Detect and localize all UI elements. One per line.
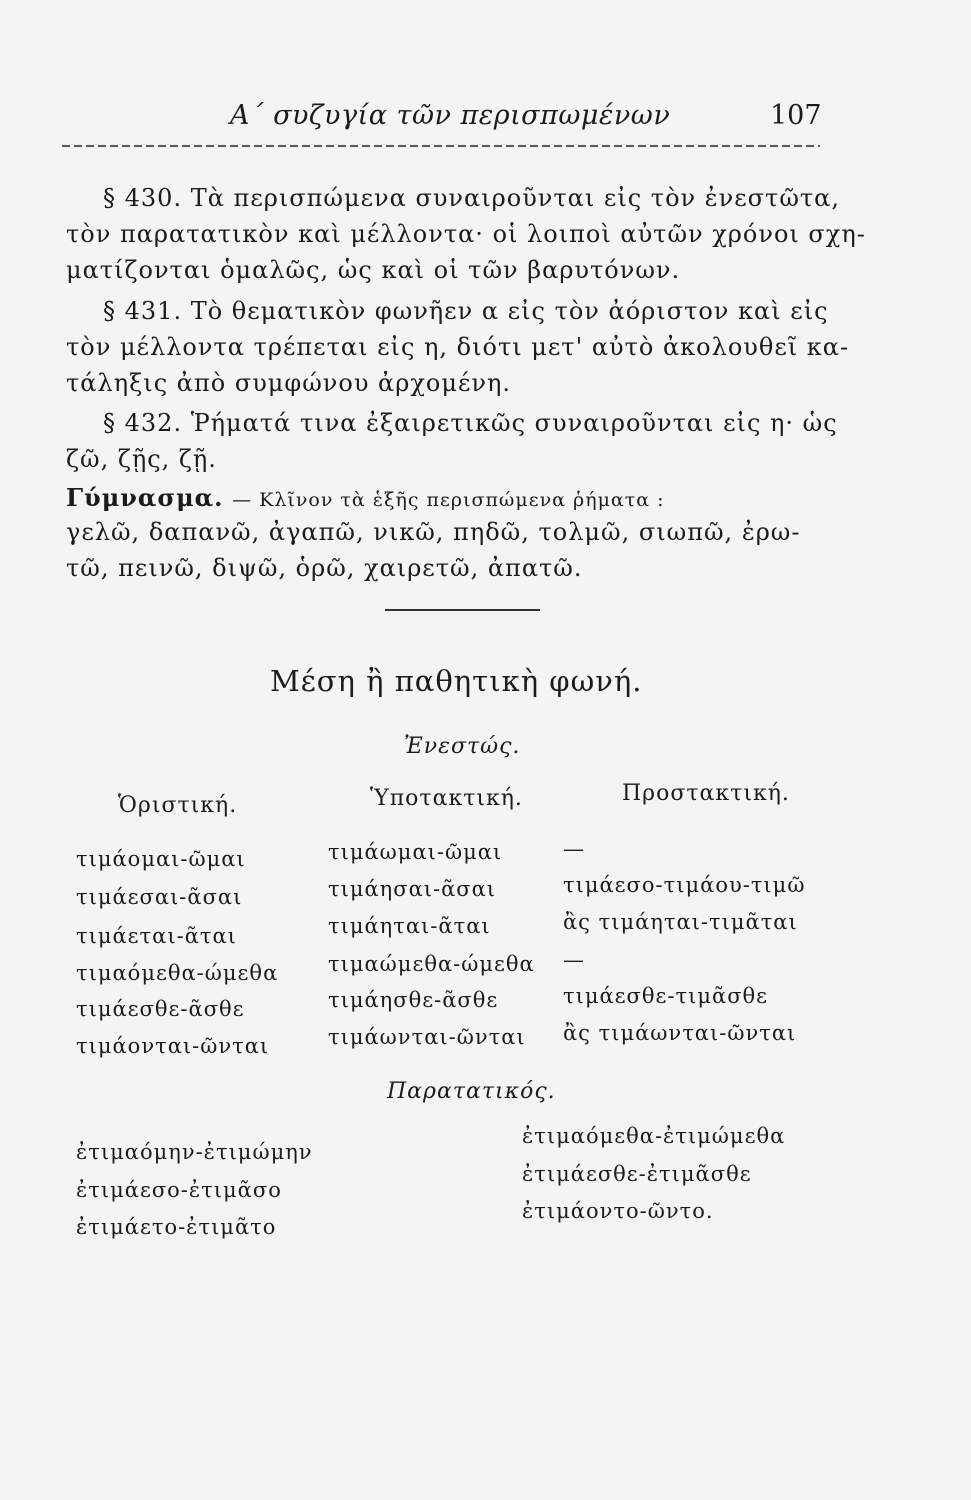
conjugation-form: τιμάεσο-τιμάου-τιμῶ [563, 873, 806, 897]
running-title: Α΄ συζυγία τῶν περισπωμένων [230, 100, 671, 131]
conjugation-form: ἐτιμάεσο-ἐτιμᾶσο [76, 1178, 282, 1202]
conjugation-form: τιμάομαι-ῶμαι [76, 847, 246, 871]
column-header-indicative: Ὁριστική. [118, 793, 238, 818]
conjugation-form: τιμάονται-ῶνται [76, 1034, 270, 1058]
exercise-label: Γύμνασμα. [66, 483, 224, 512]
conjugation-form: ἂς τιμάωνται-ῶνται [563, 1021, 797, 1045]
exercise-instruction: — Κλῖνον τὰ ἑξῆς περισπώμενα ῥήματα : [232, 489, 665, 511]
conjugation-form: τιμάεσαι-ᾶσαι [76, 885, 243, 909]
paragraph-line: § 431. Τὸ θεματικὸν φωνῆεν α εἰς τὸν ἀόριστον καὶ εἰς [103, 297, 829, 325]
header-rule [62, 145, 820, 147]
conjugation-form: ἐτιμαόμην-ἐτιμώμην [76, 1140, 313, 1164]
section-divider [385, 609, 540, 611]
paragraph-line: § 432. Ῥήματά τινα ἐξαιρετικῶς συναιροῦνται εἰς η· ὡς [103, 409, 838, 437]
conjugation-form: τιμάεσθε-τιμᾶσθε [563, 984, 769, 1008]
paragraph-line: τάληξις ἀπὸ συμφώνου ἀρχομένη. [66, 369, 511, 397]
conjugation-form: τιμάησαι-ᾶσαι [328, 877, 497, 901]
conjugation-form: ἐτιμαόμεθα-ἐτιμώμεθα [522, 1124, 786, 1148]
conjugation-form: ἐτιμάετο-ἐτιμᾶτο [76, 1215, 277, 1239]
conjugation-form: τιμάωνται-ῶνται [328, 1025, 526, 1049]
paragraph-line: ζῶ, ζῇς, ζῇ. [66, 445, 217, 473]
section-title: Μέση ἢ παθητικὴ φωνή. [270, 664, 643, 698]
present-heading: Ἐνεστώς. [404, 734, 521, 759]
exercise-first-line [66, 480, 665, 518]
conjugation-form: τιμάωμαι-ῶμαι [328, 840, 503, 864]
conjugation-form: τιμάηται-ᾶται [328, 914, 491, 938]
conjugation-form: τιμάεσθε-ᾶσθε [76, 997, 245, 1021]
column-header-imperative: Προστακτική. [622, 781, 790, 806]
column-header-subjunctive: Ὑποτακτική. [370, 786, 523, 811]
conjugation-form: τιμάεται-ᾶται [76, 924, 237, 948]
conjugation-form: τιμάησθε-ᾶσθε [328, 988, 499, 1012]
conjugation-form: ἐτιμάεσθε-ἐτιμᾶσθε [522, 1162, 752, 1186]
exercise-line: γελῶ, δαπανῶ, ἀγαπῶ, νικῶ, πηδῶ, τολμῶ, σιωπῶ, ἐρω- [66, 518, 801, 546]
conjugation-form: τιμαώμεθα-ώμεθα [328, 952, 535, 976]
exercise-line: τῶ, πεινῶ, διψῶ, ὁρῶ, χαιρετῶ, ἀπατῶ. [66, 554, 583, 582]
conjugation-form: ἂς τιμάηται-τιμᾶται [563, 910, 798, 934]
page-number: 107 [770, 100, 822, 131]
conjugation-form: — [563, 948, 585, 972]
conjugation-form: ἐτιμάοντο-ῶντο. [522, 1199, 714, 1223]
conjugation-form: — [563, 837, 585, 861]
paragraph-line: § 430. Τὰ περισπώμενα συναιροῦνται εἰς τὸν ἐνεστῶτα, [103, 184, 840, 212]
imperfect-heading: Παρατατικός. [387, 1079, 556, 1104]
paragraph-line: τὸν μέλλοντα τρέπεται εἰς η, διότι μετ' αὐτὸ ἀκολουθεῖ κα- [66, 333, 850, 361]
paragraph-line: τὸν παρατατικὸν καὶ μέλλοντα· οἱ λοιποὶ αὐτῶν χρόνοι σχη- [66, 220, 866, 248]
conjugation-form: τιμαόμεθα-ώμεθα [76, 961, 279, 985]
paragraph-line: ματίζονται ὁμαλῶς, ὡς καὶ οἱ τῶν βαρυτόνων. [66, 256, 681, 284]
